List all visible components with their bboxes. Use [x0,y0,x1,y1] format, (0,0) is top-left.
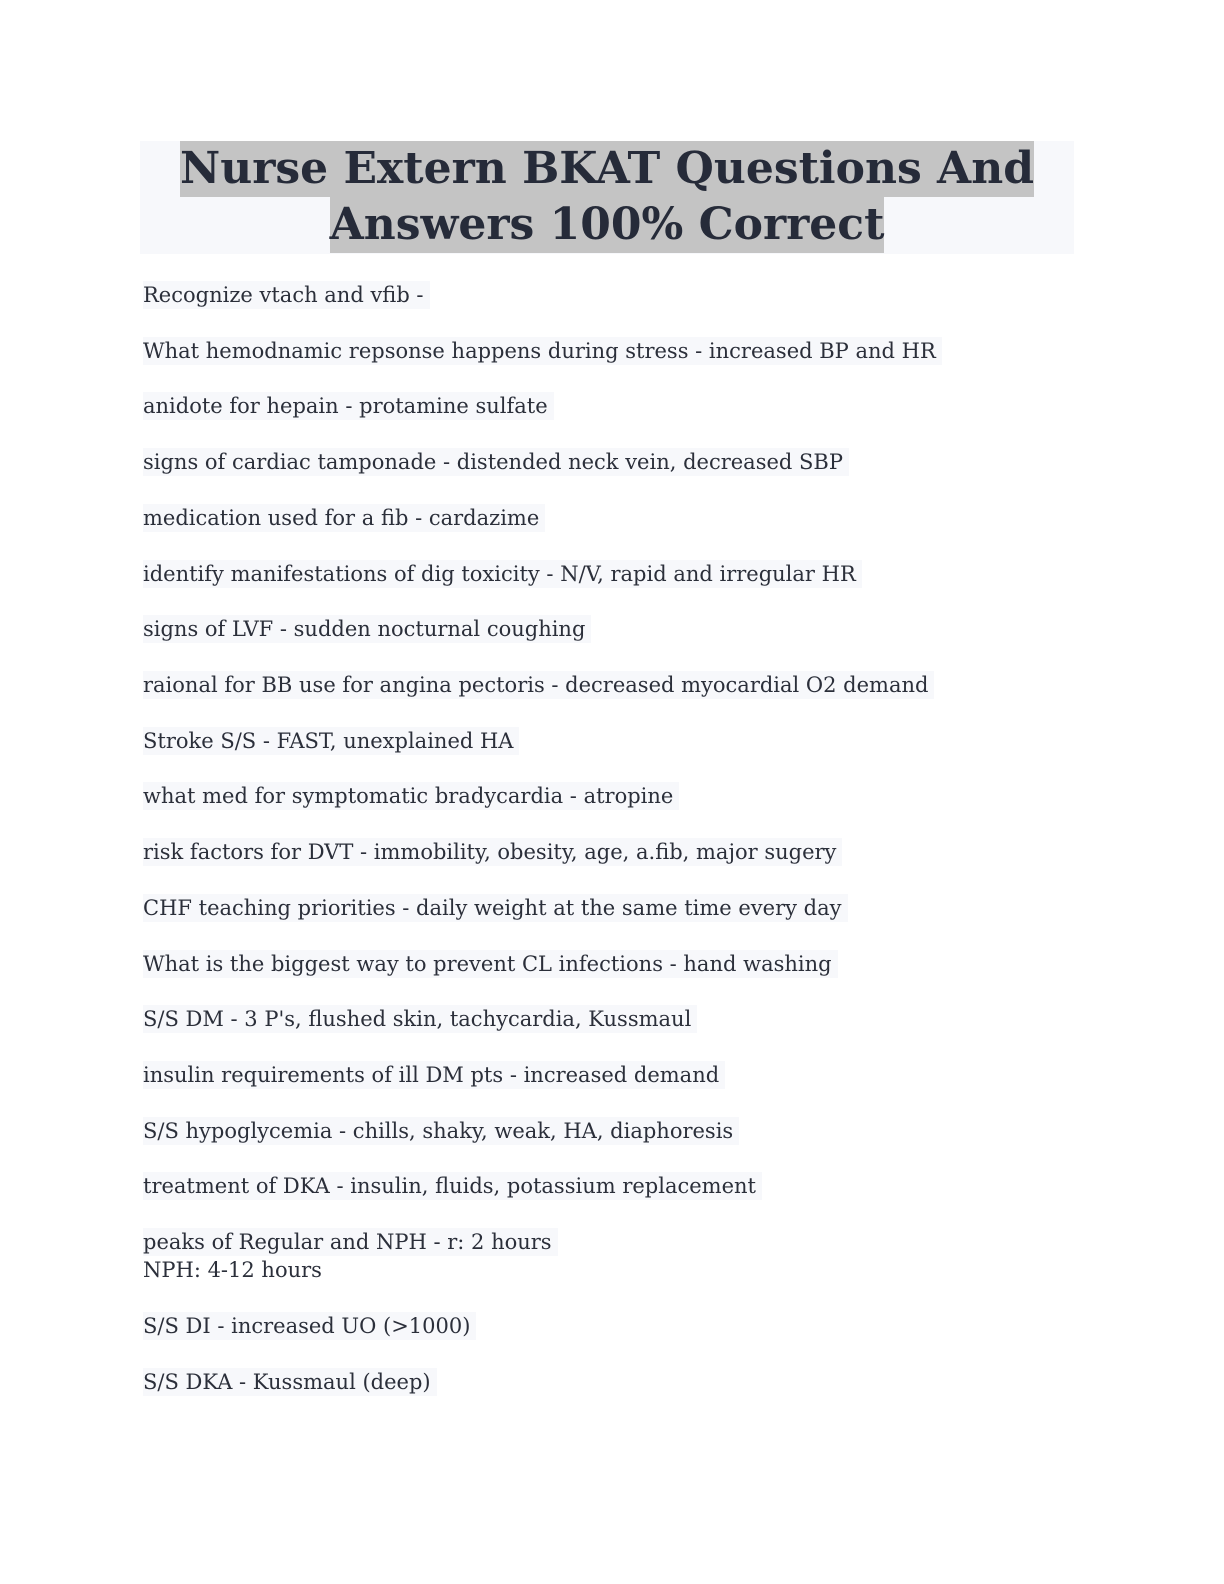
qa-item: risk factors for DVT - immobility, obesity, age, a.fib, major sugery [143,838,842,866]
qa-item: S/S DM - 3 P's, flushed skin, tachycardia, Kussmaul [143,1005,697,1033]
qa-item: raional for BB use for angina pectoris - decreased myocardial O2 demand [143,671,934,699]
document-title [140,141,1074,254]
qa-item: Recognize vtach and vfib - [143,281,430,309]
qa-item: peaks of Regular and NPH - r: 2 hours NPH: 4-12 hours [143,1228,558,1284]
qa-item: S/S DI - increased UO (>1000) [143,1312,476,1340]
qa-item: S/S hypoglycemia - chills, shaky, weak, HA, diaphoresis [143,1117,739,1145]
qa-item: what med for symptomatic bradycardia - atropine [143,782,679,810]
qa-item: medication used for a fib - cardazime [143,504,545,532]
qa-item: signs of LVF - sudden nocturnal coughing [143,615,591,643]
title-line-1: Nurse Extern BKAT Questions And [180,141,1034,197]
qa-item: anidote for hepain - protamine sulfate [143,392,554,420]
qa-item: CHF teaching priorities - daily weight at the same time every day [143,894,848,922]
qa-item: treatment of DKA - insulin, fluids, potassium replacement [143,1172,762,1200]
qa-item: identify manifestations of dig toxicity - N/V, rapid and irregular HR [143,560,862,588]
qa-item: What hemodnamic repsonse happens during stress - increased BP and HR [143,337,942,365]
qa-item: What is the biggest way to prevent CL infections - hand washing [143,950,838,978]
qa-item: insulin requirements of ill DM pts - increased demand [143,1061,725,1089]
qa-item: signs of cardiac tamponade - distended neck vein, decreased SBP [143,448,849,476]
title-line-2: Answers 100% Correct [330,197,885,253]
qa-item: Stroke S/S - FAST, unexplained HA [143,727,519,755]
qa-item: S/S DKA - Kussmaul (deep) [143,1368,437,1396]
